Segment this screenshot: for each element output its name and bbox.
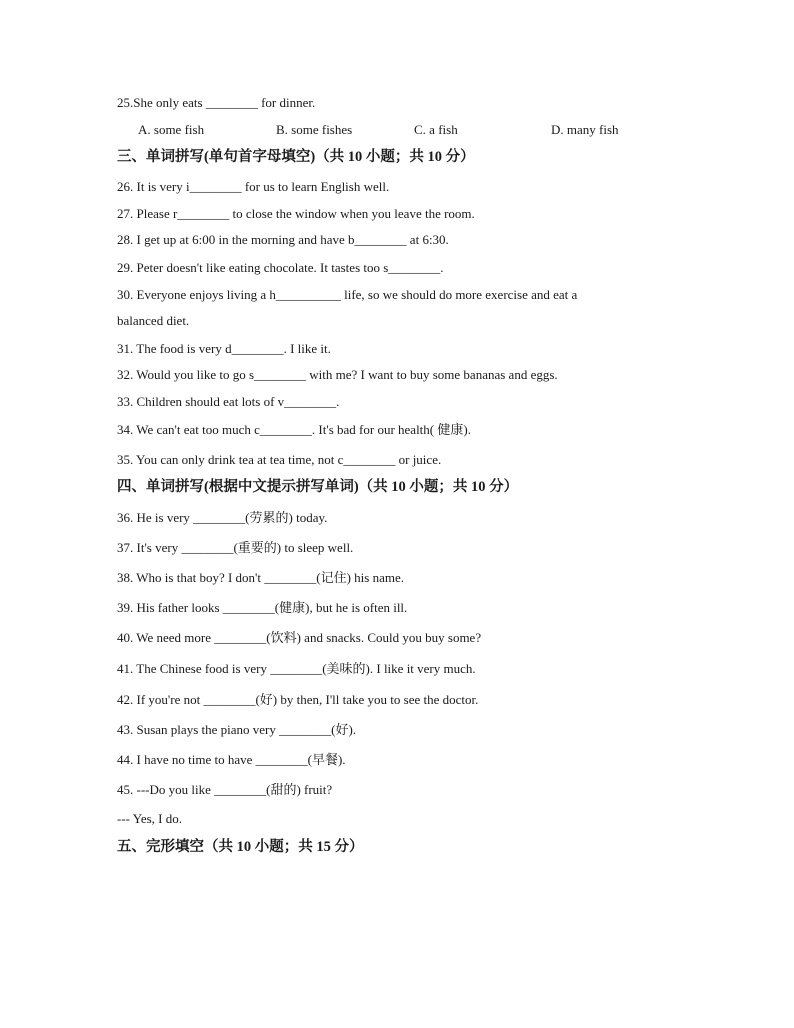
question-28: 28. I get up at 6:00 in the morning and have b________ at 6:30. (117, 232, 449, 247)
question-37: 37. It's very ________(重要的) to sleep well. (117, 540, 354, 555)
question-27: 27. Please r________ to close the window when you leave the room. (117, 206, 475, 221)
question-34: 34. We can't eat too much c________. It's bad for our health( 健康). (117, 422, 471, 437)
question-42: 42. If you're not ________(好) by then, I'll take you to see the doctor. (117, 692, 479, 707)
question-26: 26. It is very i________ for us to learn English well. (117, 179, 390, 194)
question-41: 41. The Chinese food is very ________(美味的). I like it very much. (117, 661, 476, 676)
question-25-stem: 25.She only eats ________ for dinner. (117, 95, 316, 110)
option-a: A. some fish (138, 122, 205, 137)
question-33: 33. Children should eat lots of v________. (117, 394, 340, 409)
question-36: 36. He is very ________(劳累的) today. (117, 510, 328, 525)
section-4-heading: 四、单词拼写(根据中文提示拼写单词)（共 10 小题；共 10 分） (117, 479, 519, 495)
question-35: 35. You can only drink tea at tea time, not c________ or juice. (117, 452, 442, 467)
question-29: 29. Peter doesn't like eating chocolate. It tastes too s________. (117, 260, 444, 275)
section-3-heading: 三、单词拼写(单句首字母填空)（共 10 小题；共 10 分） (117, 149, 475, 165)
section-5-heading: 五、完形填空（共 10 小题；共 15 分） (117, 839, 364, 855)
question-30-line-1: 30. Everyone enjoys living a h__________ life, so we should do more exercise and eat a (117, 287, 578, 302)
question-39: 39. His father looks ________(健康), but he is often ill. (117, 600, 408, 615)
question-45-answer: --- Yes, I do. (117, 811, 182, 826)
question-32: 32. Would you like to go s________ with me? I want to buy some bananas and eggs. (117, 367, 558, 382)
question-40: 40. We need more ________(饮料) and snacks. Could you buy some? (117, 630, 482, 645)
question-25-options (0, 122, 794, 138)
question-44: 44. I have no time to have ________(早餐). (117, 752, 346, 767)
question-38: 38. Who is that boy? I don't ________(记住) his name. (117, 570, 404, 585)
question-31: 31. The food is very d________. I like it. (117, 341, 331, 356)
option-b: B. some fishes (276, 122, 353, 137)
question-30-line-2: balanced diet. (117, 313, 190, 328)
option-d: D. many fish (551, 122, 619, 137)
question-45: 45. ---Do you like ________(甜的) fruit? (117, 782, 333, 797)
question-43: 43. Susan plays the piano very ________(好). (117, 722, 357, 737)
option-c: C. a fish (414, 122, 458, 137)
